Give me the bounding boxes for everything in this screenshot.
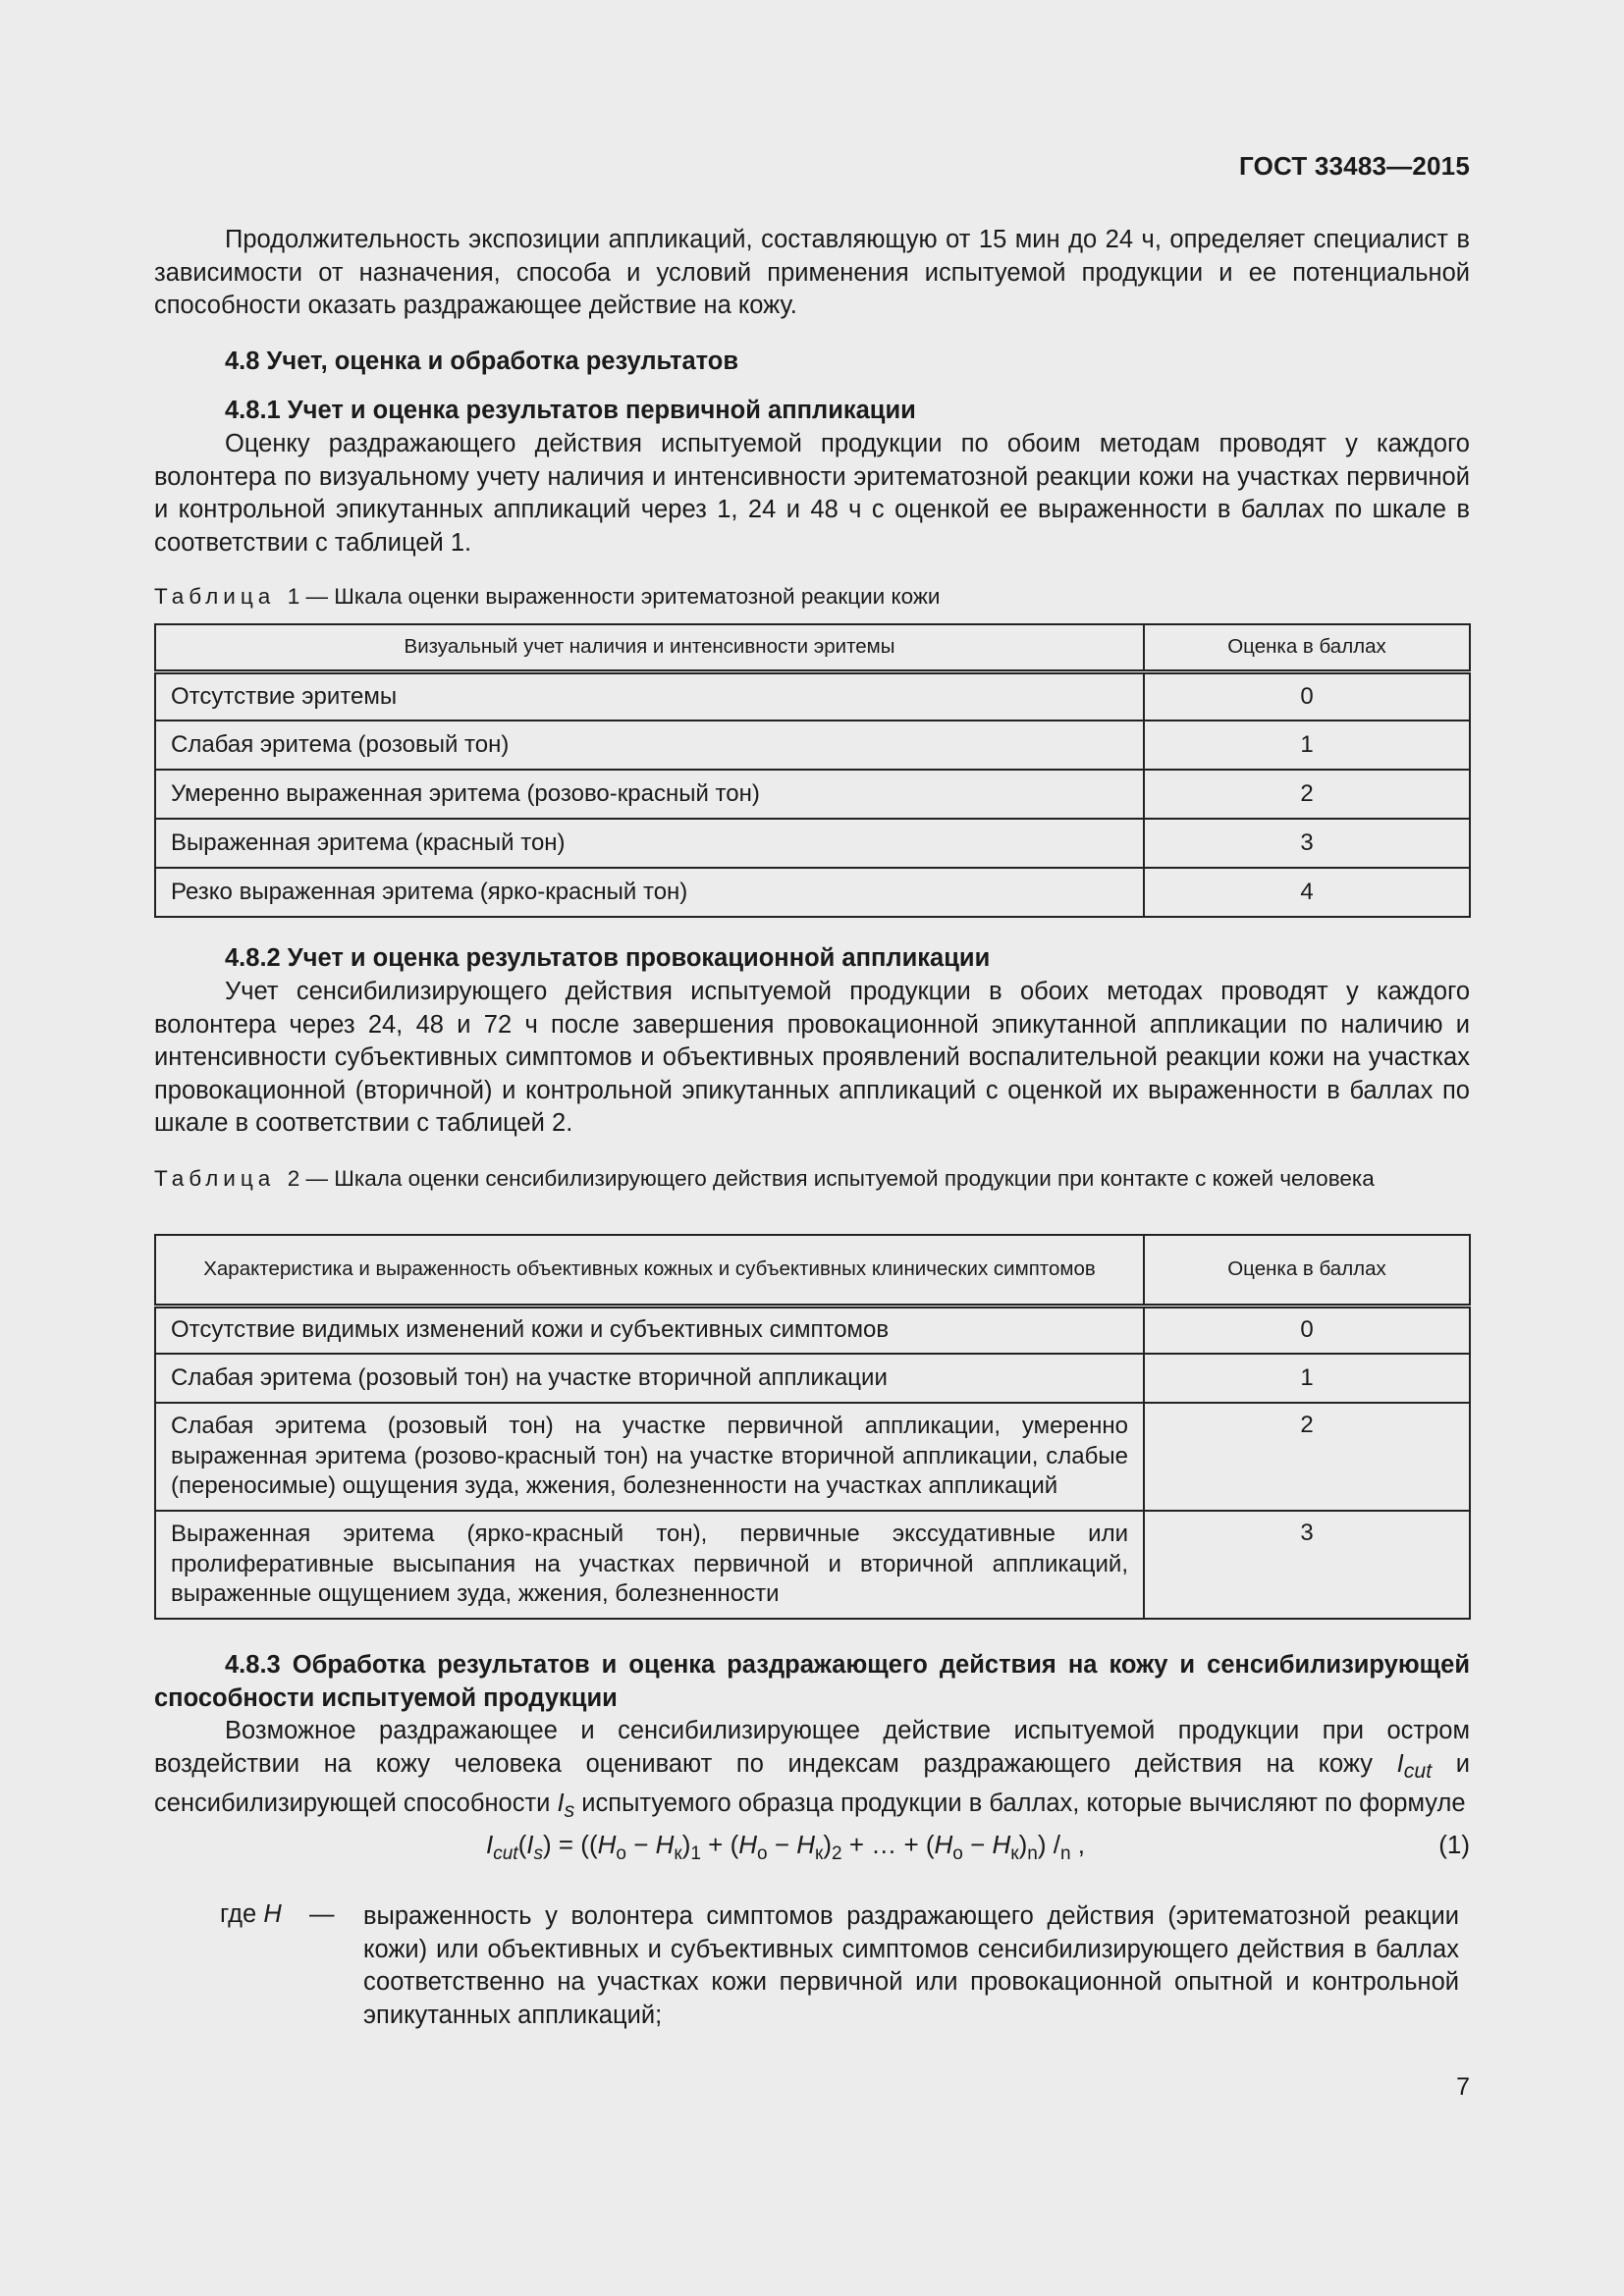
formula-1: $I_{cut}(I_s) = ((H_о - H_к)_1 + (H_о - H_к)_2$ + … + $(H_о - H_к)_n$) $/_n$ ,	[486, 1830, 1085, 1864]
section-4-8-2-paragraph: Учет сенсибилизирующего действия испытуемой продукции в обоих методах проводят у каждого волонтера через 24, 48 и 72 ч после завершения провокационной эпикутанной аппликации по наличию и интенсивности субъективных симптомов и объективных проявлений воспалительной реакции кожи на участках провокационной (вторичной) и контрольной эпикутанных аппликаций с оценкой их выраженности в баллах по шкале в соответствии с таблицей 2.	[154, 978, 1470, 1137]
table-row: Выраженная эритема (красный тон) 3	[155, 819, 1470, 868]
page-number: 7	[1456, 2073, 1470, 2101]
where-label: где H	[220, 1900, 282, 1928]
section-4-8-1-paragraph: Оценку раздражающего действия испытуемой продукции по обоим методам проводят у каждого волонтера по визуальному учету наличия и интенсивности эритематозной реакции кожи на участках первичной и контрольной эпикутанных аппликаций через 1, 24 и 48 ч с оценкой ее выраженности в баллах по шкале в соответствии с таблицей 1.	[154, 430, 1470, 557]
section-4-8-3-heading: 4.8.3 Обработка результатов и оценка раздражающего действия на кожу и сенсибилизирующей способности испытуемой продукции	[154, 1651, 1470, 1712]
table-row: Резко выраженная эритема (ярко-красный тон) 4	[155, 868, 1470, 917]
table-row: Отсутствие эритемы 0	[155, 671, 1470, 721]
standard-code: ГОСТ 33483—2015	[1239, 151, 1470, 181]
table2-header-row	[155, 1235, 1470, 1306]
section-4-8-1-heading: 4.8.1 Учет и оценка результатов первичной аппликации	[225, 397, 916, 424]
table-row: Выраженная эритема (ярко-красный тон), первичные экссудативные или пролиферативные высыпания на участках первичной и вторичной аппликаций, выраженные ощущением зуда, жжения, болезненности 3	[155, 1511, 1470, 1619]
table-row: Слабая эритема (розовый тон) 1	[155, 721, 1470, 770]
where-definition: выраженность у волонтера симптомов раздражающего действия (эритематозной реакции кожи) или объективных и субъективных симптомов сенсибилизирующего действия в баллах соответственно на участках кожи первичной или провокационной опытной и контрольной эпикутанных аппликаций;	[363, 1902, 1459, 2029]
section-4-8-3-paragraph: Возможное раздражающее и сенсибилизирующее действие испытуемой продукции при остром воздействии на кожу человека оценивают по индексам раздражающего действия на кожу $I_{cut}$ и сенсибилизирующей способности $I_s$ испытуемого образца продукции в баллах, которые вычисляют по формуле	[154, 1717, 1470, 1823]
where-dash: —	[309, 1900, 335, 1928]
table-row: Умеренно выраженная эритема (розово-красный тон) 2	[155, 770, 1470, 819]
section-4-8-heading: 4.8 Учет, оценка и обработка результатов	[225, 347, 739, 375]
table-row: Слабая эритема (розовый тон) на участке вторичной аппликации 1	[155, 1354, 1470, 1403]
table-row: Отсутствие видимых изменений кожи и субъективных симптомов 0	[155, 1306, 1470, 1354]
table2-header-col2: Оценка в баллах	[1144, 1235, 1470, 1306]
table-row: Слабая эритема (розовый тон) на участке первичной аппликации, умеренно выраженная эритема (розово-красный тон) на участке вторичной аппликации, слабые (переносимые) ощущения зуда, жжения, болезненности на участках аппликаций 2	[155, 1403, 1470, 1511]
section-4-8-3-heading-block	[154, 1649, 1470, 1715]
section-4-8-2-heading: 4.8.2 Учет и оценка результатов провокационной аппликации	[225, 944, 991, 972]
table2	[154, 1234, 1471, 1620]
table1-header-col1: Визуальный учет наличия и интенсивности эритемы	[155, 624, 1144, 671]
table1	[154, 623, 1471, 918]
table2-caption: Таблица 2 — Шкала оценки сенсибилизирующего действия испытуемой продукции при контакте с кожей человека	[154, 1166, 1375, 1191]
table1-header-row	[155, 624, 1470, 671]
intro-paragraph: Продолжительность экспозиции аппликаций, составляющую от 15 мин до 24 ч, определяет специалист в зависимости от назначения, способа и условий применения испытуемой продукции и ее потенциальной способности оказать раздражающее действие на кожу.	[154, 226, 1470, 319]
table2-header-col1: Характеристика и выраженность объективных кожных и субъективных клинических симптомов	[155, 1235, 1144, 1306]
table1-header-col2: Оценка в баллах	[1144, 624, 1470, 671]
formula-number: (1)	[1438, 1830, 1470, 1859]
table1-caption: Таблица 1 — Шкала оценки выраженности эритематозной реакции кожи	[154, 584, 941, 609]
